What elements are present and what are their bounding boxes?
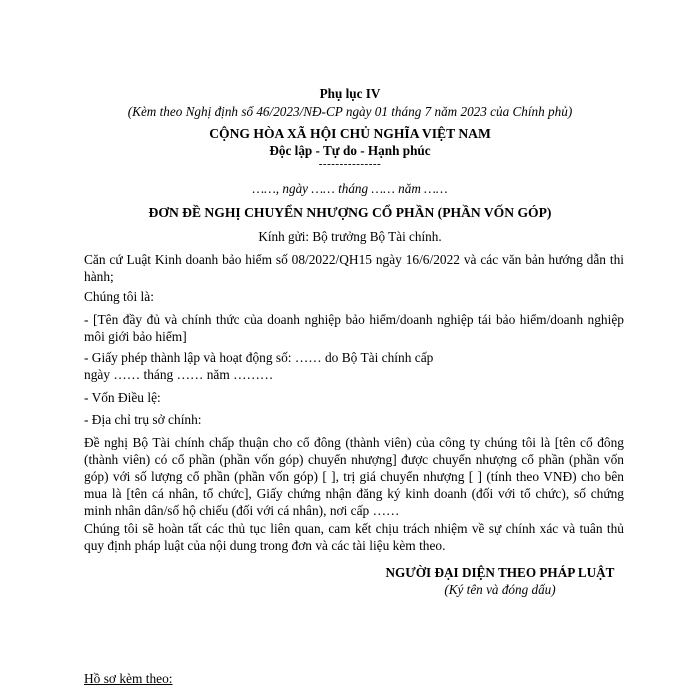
license-number-line: - Giấy phép thành lập và hoạt động số: …… do Bộ Tài chính cấp bbox=[84, 350, 434, 365]
license-date-line: ngày …… tháng …… năm ……… bbox=[84, 367, 274, 382]
we-are-label: Chúng tôi là: bbox=[84, 289, 154, 304]
appendix-note: (Kèm theo Nghị định số 46/2023/NĐ-CP ngày 01 tháng 7 năm 2023 của Chính phủ) bbox=[127, 104, 573, 119]
head-office-item: - Địa chỉ trụ sở chính: bbox=[84, 412, 202, 427]
document-title: ĐƠN ĐỀ NGHỊ CHUYỂN NHƯỢNG CỔ PHẦN (PHẦN VỐN GÓP) bbox=[148, 205, 552, 220]
country-name: CỘNG HÒA XÃ HỘI CHỦ NGHĨA VIỆT NAM bbox=[209, 126, 491, 141]
signature-title: NGƯỜI ĐẠI DIỆN THEO PHÁP LUẬT bbox=[385, 565, 615, 580]
national-motto: Độc lập - Tự do - Hạnh phúc bbox=[269, 143, 431, 158]
attachments-heading: Hồ sơ kèm theo: bbox=[84, 671, 173, 686]
date-line: ……, ngày …… tháng …… năm …… bbox=[252, 181, 448, 196]
charter-capital-item: - Vốn Điều lệ: bbox=[84, 390, 161, 405]
legal-basis-paragraph: Căn cứ Luật Kinh doanh bảo hiểm số 08/2022/QH15 ngày 16/6/2022 và các văn bản hướng dẫn thi hành; bbox=[84, 252, 624, 284]
commitment-paragraph: Chúng tôi sẽ hoàn tất các thủ tục liên quan, cam kết chịu trách nhiệm về sự chính xác và tuân thủ quy định pháp luật của nội dung trong đơn và các tài liệu kèm theo. bbox=[84, 521, 624, 553]
appendix-title: Phụ lục IV bbox=[319, 86, 381, 101]
company-name-item: - [Tên đầy đủ và chính thức của doanh nghiệp bảo hiểm/doanh nghiệp tái bảo hiểm/doanh nghiệp môi giới bảo hiểm] bbox=[84, 312, 624, 344]
request-paragraph: Đề nghị Bộ Tài chính chấp thuận cho cổ đông (thành viên) của công ty chúng tôi là [tên cổ đông (thành viên) có cổ phần (phần vốn góp) chuyển nhượng] được chuyển nhượng cổ phần (phần vốn góp) với số lượng cổ phần (phần vốn góp) [ ], trị giá chuyển nhượng [ ] (tính theo VNĐ) cho bên mua là [tên cá nhân, tổ chức], Giấy chứng nhận đăng ký kinh doanh (đối với tổ chức), số chứng minh nhân dân/số hộ chiếu (đối với cá nhân), nơi cấp …… bbox=[84, 435, 624, 518]
motto-separator: --------------- bbox=[318, 158, 382, 170]
recipient-line: Kính gửi: Bộ trưởng Bộ Tài chính. bbox=[258, 229, 442, 244]
signature-note: (Ký tên và đóng dấu) bbox=[444, 582, 556, 597]
